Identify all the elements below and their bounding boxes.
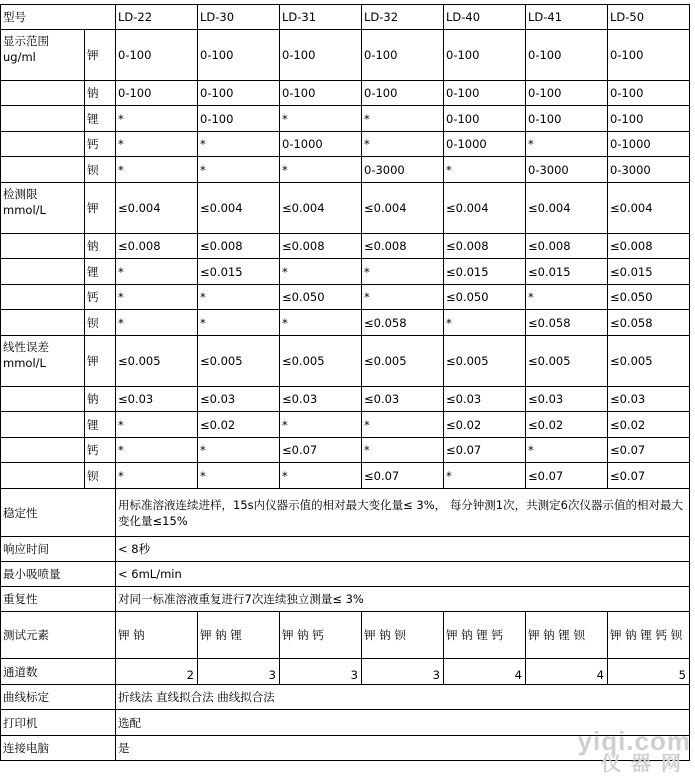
table-row xyxy=(1,81,690,106)
value-cell: 0-100 xyxy=(280,81,362,106)
value-cell: * xyxy=(116,132,198,157)
table-row xyxy=(1,310,690,336)
value-cell: * xyxy=(116,106,198,132)
channels-cell: 4 xyxy=(526,659,608,685)
channels-cell: 2 xyxy=(116,659,198,685)
element-label xyxy=(85,412,116,438)
element-name: 锂 xyxy=(87,111,99,126)
element-label xyxy=(85,234,116,259)
value-cell: * xyxy=(444,463,526,489)
response-time xyxy=(1,537,690,562)
watermark-text-cn: 仪器网 xyxy=(601,753,691,775)
table-row xyxy=(1,259,690,285)
model-header: LD-31 xyxy=(280,5,362,30)
value-cell: 0-100 xyxy=(116,81,198,106)
value-cell: * xyxy=(362,412,444,438)
section-label-blank xyxy=(1,81,85,106)
value-cell: ≤0.03 xyxy=(526,387,608,412)
value-cell: ≤0.004 xyxy=(116,183,198,234)
repeatability xyxy=(1,587,690,612)
value-cell: 0-100 xyxy=(526,106,608,132)
value-cell: 0-100 xyxy=(444,81,526,106)
element-name: 钡 xyxy=(87,468,99,483)
printer-text: 选配 xyxy=(116,710,690,736)
value-cell: ≤0.07 xyxy=(444,438,526,463)
element-label xyxy=(85,132,116,157)
element-name: 钾 xyxy=(87,201,99,215)
element-name: 钙 xyxy=(87,443,99,457)
value-cell: * xyxy=(116,310,198,336)
repeatability-text: 对同一标准溶液重复进行7次连续独立测量≤ 3% xyxy=(116,587,690,612)
curve-calibration-text: 折线法 直线拟合法 曲线拟合法 xyxy=(116,685,690,710)
value-cell: * xyxy=(116,412,198,438)
value-cell: ≤0.07 xyxy=(362,463,444,489)
section-label-blank xyxy=(1,310,85,336)
table-row xyxy=(1,132,690,157)
section-label-blank xyxy=(1,463,85,489)
element-label xyxy=(85,285,116,310)
value-cell: ≤0.03 xyxy=(444,387,526,412)
model-header: LD-30 xyxy=(198,5,280,30)
value-cell: * xyxy=(362,438,444,463)
value-cell: ≤0.07 xyxy=(608,463,690,489)
element-name: 钙 xyxy=(87,290,99,304)
value-cell: * xyxy=(362,259,444,285)
min-absorption xyxy=(1,562,690,587)
test-elements-cell: 钾 钠 钙 xyxy=(280,612,362,659)
value-cell: ≤0.050 xyxy=(280,285,362,310)
pc-connection-text: 是 xyxy=(116,736,690,761)
element-label xyxy=(85,81,116,106)
value-cell: * xyxy=(116,285,198,310)
element-label xyxy=(85,463,116,489)
channels-cell: 3 xyxy=(280,659,362,685)
value-cell: ≤0.008 xyxy=(444,234,526,259)
value-cell: ≤0.015 xyxy=(198,259,280,285)
test-elements-cell: 钾 钠 锂 xyxy=(198,612,280,659)
value-cell: ≤0.03 xyxy=(116,387,198,412)
value-cell: * xyxy=(280,259,362,285)
table-row xyxy=(1,234,690,259)
printer xyxy=(1,710,690,736)
value-cell: ≤0.02 xyxy=(444,412,526,438)
value-cell: 0-100 xyxy=(116,30,198,81)
response-time-label: 响应时间 xyxy=(1,537,116,562)
element-label xyxy=(85,259,116,285)
section-label: 线性误差 mmol/L xyxy=(1,336,85,387)
value-cell: ≤0.015 xyxy=(444,259,526,285)
value-cell: * xyxy=(116,157,198,183)
value-cell: ≤0.004 xyxy=(280,183,362,234)
value-cell: 0-100 xyxy=(608,30,690,81)
element-name: 钾 xyxy=(87,48,99,62)
table-row xyxy=(1,106,690,132)
value-cell: 0-1000 xyxy=(608,132,690,157)
element-name: 钡 xyxy=(87,315,99,330)
value-cell: 0-100 xyxy=(526,30,608,81)
value-cell: 0-3000 xyxy=(526,157,608,183)
table-row xyxy=(1,157,690,183)
table-row xyxy=(1,412,690,438)
value-cell: ≤0.004 xyxy=(198,183,280,234)
stability xyxy=(1,489,690,537)
value-cell: 0-100 xyxy=(198,30,280,81)
repeatability-label: 重复性 xyxy=(1,587,116,612)
model-header: LD-50 xyxy=(608,5,690,30)
element-label xyxy=(85,310,116,336)
value-cell: ≤0.07 xyxy=(280,438,362,463)
value-cell: ≤0.03 xyxy=(280,387,362,412)
value-cell: ≤0.008 xyxy=(362,234,444,259)
min-absorption-text: < 6mL/min xyxy=(116,562,690,587)
value-cell: 0-1000 xyxy=(444,132,526,157)
channels-cell: 4 xyxy=(444,659,526,685)
value-cell: ≤0.058 xyxy=(526,310,608,336)
spec-table xyxy=(0,4,690,761)
value-cell: * xyxy=(526,285,608,310)
element-label xyxy=(85,438,116,463)
value-cell: 0-3000 xyxy=(608,157,690,183)
value-cell: 0-100 xyxy=(362,30,444,81)
table-row xyxy=(1,387,690,412)
table-row xyxy=(1,463,690,489)
value-cell: ≤0.004 xyxy=(444,183,526,234)
value-cell: 0-100 xyxy=(198,106,280,132)
model-header: LD-32 xyxy=(362,5,444,30)
channels-row xyxy=(1,659,690,685)
value-cell: 0-100 xyxy=(280,30,362,81)
stability-label: 稳定性 xyxy=(1,489,116,537)
value-cell: ≤0.03 xyxy=(362,387,444,412)
value-cell: ≤0.015 xyxy=(526,259,608,285)
pc-connection-label: 连接电脑 xyxy=(1,736,116,761)
test-elements-cell: 钾 钠 钡 xyxy=(362,612,444,659)
section-label-blank xyxy=(1,285,85,310)
test-elements-cell: 钾 钠 锂 钡 xyxy=(526,612,608,659)
section-label-blank xyxy=(1,259,85,285)
element-name: 钙 xyxy=(87,137,99,151)
header-label: 型号 xyxy=(1,5,116,30)
element-label xyxy=(85,157,116,183)
element-name: 钾 xyxy=(87,354,99,368)
section-label-blank xyxy=(1,412,85,438)
value-cell: 0-1000 xyxy=(280,132,362,157)
value-cell: ≤0.005 xyxy=(116,336,198,387)
watermark-text: yiqi.com xyxy=(577,726,691,756)
value-cell: ≤0.004 xyxy=(362,183,444,234)
header-row xyxy=(1,5,690,30)
value-cell: ≤0.07 xyxy=(608,438,690,463)
value-cell: ≤0.058 xyxy=(362,310,444,336)
value-cell: 0-100 xyxy=(608,106,690,132)
section-label-blank xyxy=(1,106,85,132)
test-elements-cell: 钾 钠 xyxy=(116,612,198,659)
value-cell: 0-100 xyxy=(362,81,444,106)
value-cell: 0-3000 xyxy=(362,157,444,183)
element-name: 钡 xyxy=(87,162,99,177)
value-cell: ≤0.004 xyxy=(608,183,690,234)
element-name: 钠 xyxy=(87,239,99,253)
value-cell: ≤0.07 xyxy=(526,463,608,489)
value-cell: 0-100 xyxy=(444,106,526,132)
value-cell: ≤0.02 xyxy=(198,412,280,438)
value-cell: ≤0.008 xyxy=(116,234,198,259)
value-cell: ≤0.005 xyxy=(608,336,690,387)
channels-cell: 3 xyxy=(362,659,444,685)
value-cell: * xyxy=(198,310,280,336)
curve-calibration-label: 曲线标定 xyxy=(1,685,116,710)
test-elements-row xyxy=(1,612,690,659)
value-cell: * xyxy=(116,438,198,463)
section-label-blank xyxy=(1,387,85,412)
value-cell: * xyxy=(198,285,280,310)
value-cell: * xyxy=(116,463,198,489)
value-cell: ≤0.058 xyxy=(608,310,690,336)
table-row xyxy=(1,285,690,310)
table-row xyxy=(1,30,690,81)
channels-cell: 5 xyxy=(608,659,690,685)
value-cell: * xyxy=(198,438,280,463)
value-cell: 0-100 xyxy=(608,81,690,106)
section-label-blank xyxy=(1,157,85,183)
element-label xyxy=(85,30,116,81)
section-label: 显示范围 ug/ml xyxy=(1,30,85,81)
value-cell: * xyxy=(526,438,608,463)
model-header: LD-22 xyxy=(116,5,198,30)
value-cell: ≤0.050 xyxy=(444,285,526,310)
value-cell: ≤0.005 xyxy=(526,336,608,387)
value-cell: ≤0.005 xyxy=(444,336,526,387)
value-cell: ≤0.005 xyxy=(280,336,362,387)
value-cell: ≤0.005 xyxy=(362,336,444,387)
table-row xyxy=(1,183,690,234)
pc-connection xyxy=(1,736,690,761)
value-cell: ≤0.005 xyxy=(198,336,280,387)
section-label-blank xyxy=(1,132,85,157)
value-cell: ≤0.050 xyxy=(608,285,690,310)
value-cell: 0-100 xyxy=(198,81,280,106)
value-cell: 0-100 xyxy=(444,30,526,81)
value-cell: ≤0.03 xyxy=(198,387,280,412)
element-name: 钠 xyxy=(87,392,99,406)
channels-label: 通道数 xyxy=(1,659,116,685)
value-cell: * xyxy=(280,310,362,336)
value-cell: ≤0.004 xyxy=(526,183,608,234)
value-cell: ≤0.015 xyxy=(608,259,690,285)
value-cell: ≤0.02 xyxy=(608,412,690,438)
section-label-blank xyxy=(1,438,85,463)
value-cell: ≤0.008 xyxy=(198,234,280,259)
value-cell: * xyxy=(280,157,362,183)
test-elements-cell: 钾 钠 锂 钙 钡 xyxy=(608,612,690,659)
value-cell: * xyxy=(280,463,362,489)
element-label xyxy=(85,336,116,387)
section-label-blank xyxy=(1,234,85,259)
section-label: 检测限 mmol/L xyxy=(1,183,85,234)
value-cell: * xyxy=(362,106,444,132)
value-cell: * xyxy=(116,259,198,285)
value-cell: * xyxy=(280,106,362,132)
value-cell: ≤0.008 xyxy=(526,234,608,259)
value-cell: * xyxy=(280,412,362,438)
value-cell: 0-100 xyxy=(526,81,608,106)
table-row xyxy=(1,336,690,387)
element-label xyxy=(85,387,116,412)
element-label xyxy=(85,106,116,132)
table-row xyxy=(1,438,690,463)
value-cell: * xyxy=(198,132,280,157)
value-cell: ≤0.03 xyxy=(608,387,690,412)
curve-calibration xyxy=(1,685,690,710)
value-cell: ≤0.008 xyxy=(608,234,690,259)
element-name: 钠 xyxy=(87,86,99,100)
value-cell: * xyxy=(444,310,526,336)
stability-text: 用标准溶液连续进样，15s内仪器示值的相对最大变化量≤ 3%， 每分钟测1次，共测定6次仪器示值的相对最大变化量≤15% xyxy=(116,489,690,537)
response-time-text: < 8秒 xyxy=(116,537,690,562)
model-header: LD-41 xyxy=(526,5,608,30)
test-elements-label: 测试元素 xyxy=(1,612,116,659)
printer-label: 打印机 xyxy=(1,710,116,736)
min-absorption-label: 最小吸喷量 xyxy=(1,562,116,587)
value-cell: * xyxy=(444,157,526,183)
value-cell: * xyxy=(362,285,444,310)
test-elements-cell: 钾 钠 锂 钙 xyxy=(444,612,526,659)
value-cell: * xyxy=(198,463,280,489)
element-name: 锂 xyxy=(87,264,99,279)
channels-cell: 3 xyxy=(198,659,280,685)
element-label xyxy=(85,183,116,234)
value-cell: * xyxy=(198,157,280,183)
value-cell: ≤0.02 xyxy=(526,412,608,438)
value-cell: * xyxy=(362,132,444,157)
value-cell: * xyxy=(526,132,608,157)
value-cell: ≤0.008 xyxy=(280,234,362,259)
model-header: LD-40 xyxy=(444,5,526,30)
element-name: 锂 xyxy=(87,417,99,432)
